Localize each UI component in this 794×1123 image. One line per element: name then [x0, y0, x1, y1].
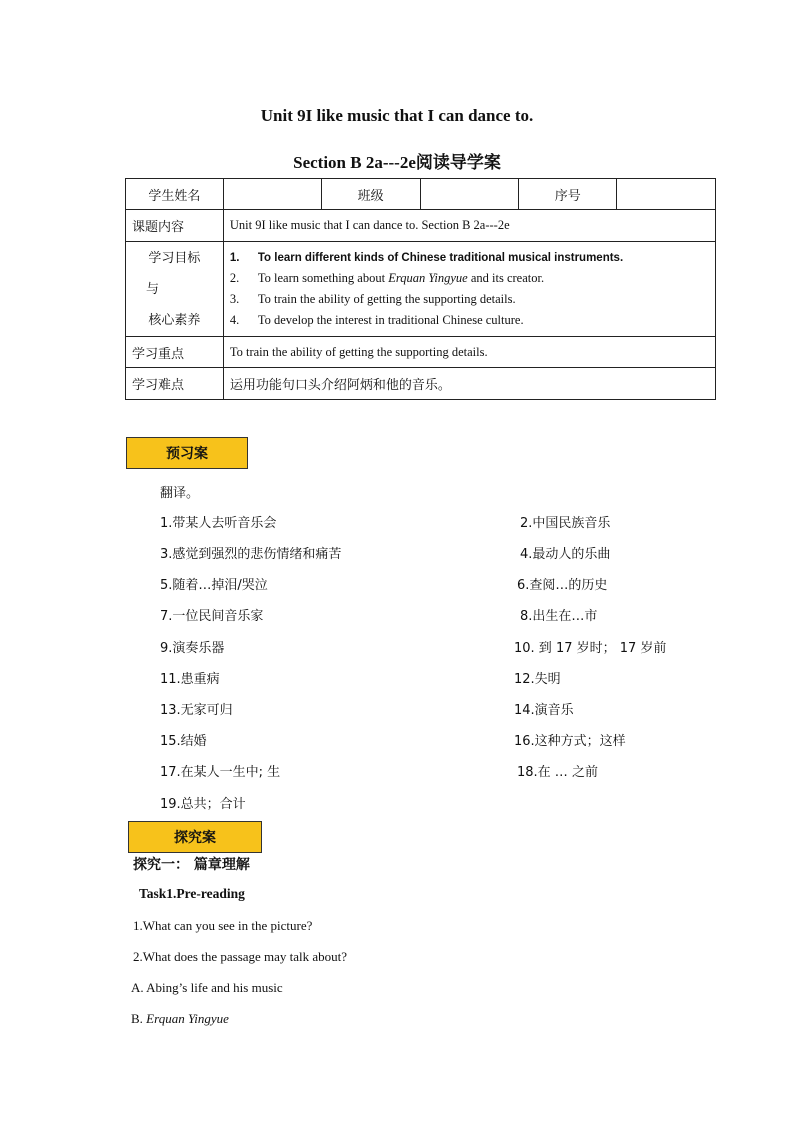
goals-list-cell — [223, 242, 715, 337]
preview-item: 10. 到 17 岁时； 17 岁前 — [514, 641, 667, 656]
preview-item: 4.最动人的乐曲 — [520, 547, 611, 562]
goal-item: 2. To learn something about Erquan Yingyue and its creator. — [229, 271, 545, 285]
difficulty-value: 运用功能句口头介绍阿炳和他的音乐。 — [223, 368, 715, 400]
option-b-text: Erquan Yingyue — [146, 1011, 229, 1026]
preview-item: 1.带某人去听音乐会 — [160, 516, 277, 531]
seat-no-field[interactable] — [617, 179, 716, 210]
topic-label: 课题内容 — [126, 210, 224, 242]
subtitle-en: Section B 2a---2e — [293, 153, 416, 172]
preview-section-label: 预习案 — [126, 437, 248, 469]
option-b-prefix: B. — [131, 1011, 147, 1026]
option-b — [131, 1011, 229, 1027]
difficulty-label: 学习难点 — [126, 368, 224, 400]
preview-item: 2.中国民族音乐 — [520, 516, 611, 531]
student-name-field[interactable] — [223, 179, 321, 210]
preview-item: 16.这种方式；这样 — [514, 734, 626, 749]
preview-item: 6.查阅…的历史 — [517, 578, 608, 593]
goals-label-line1: 学习目标 — [148, 250, 201, 266]
goals-label-line3: 核心素养 — [148, 312, 201, 328]
preview-item: 14.演音乐 — [514, 703, 574, 718]
info-table — [125, 178, 716, 400]
explore-section-label: 探究案 — [128, 821, 262, 853]
student-name-label: 学生姓名 — [126, 179, 224, 210]
preview-item: 5.随着…掉泪/哭泣 — [160, 578, 268, 593]
class-field[interactable] — [420, 179, 519, 210]
preview-item: 9.演奏乐器 — [160, 641, 225, 656]
preview-item: 12.失明 — [514, 672, 561, 687]
topic-value: Unit 9I like music that I can dance to. Section B 2a---2e — [223, 210, 715, 242]
goal-item: 1. To learn different kinds of Chinese traditional musical instruments. — [229, 251, 624, 264]
preview-item: 3.感觉到强烈的悲伤情绪和痛苦 — [160, 547, 342, 562]
goals-label — [126, 242, 224, 337]
preview-item: 11.患重病 — [160, 672, 220, 687]
preview-item: 18.在 … 之前 — [517, 765, 598, 780]
goals-label-line2: 与 — [146, 281, 160, 297]
goal-item: 4. To develop the interest in traditional Chinese culture. — [229, 313, 524, 327]
preview-item: 19.总共；合计 — [160, 797, 246, 812]
key-point-value: To train the ability of getting the supporting details. — [223, 337, 715, 368]
preview-item: 17.在某人一生中; 生 — [160, 765, 281, 780]
explore-heading: 探究一： 篇章理解 — [133, 857, 250, 873]
preview-item: 15.结婚 — [160, 734, 207, 749]
preview-item: 13.无家可归 — [160, 703, 233, 718]
question-2: 2.What does the passage may talk about? — [133, 949, 348, 964]
task-heading: Task1.Pre-reading — [139, 886, 245, 901]
preview-item: 7.一位民间音乐家 — [160, 609, 264, 624]
page-title: Unit 9I like music that I can dance to. — [260, 106, 534, 125]
key-point-label: 学习重点 — [126, 337, 224, 368]
preview-item: 8.出生在…市 — [520, 609, 598, 624]
question-1: 1.What can you see in the picture? — [133, 918, 313, 933]
goal-item: 3. To train the ability of getting the supporting details. — [229, 292, 516, 306]
preview-intro: 翻译。 — [160, 486, 200, 501]
class-label: 班级 — [321, 179, 420, 210]
seat-no-label: 序号 — [519, 179, 617, 210]
subtitle-cn: 阅读导学案 — [415, 153, 501, 173]
option-a: A. Abing’s life and his music — [131, 980, 283, 995]
goals-list — [230, 243, 709, 335]
page-subtitle — [0, 148, 794, 173]
